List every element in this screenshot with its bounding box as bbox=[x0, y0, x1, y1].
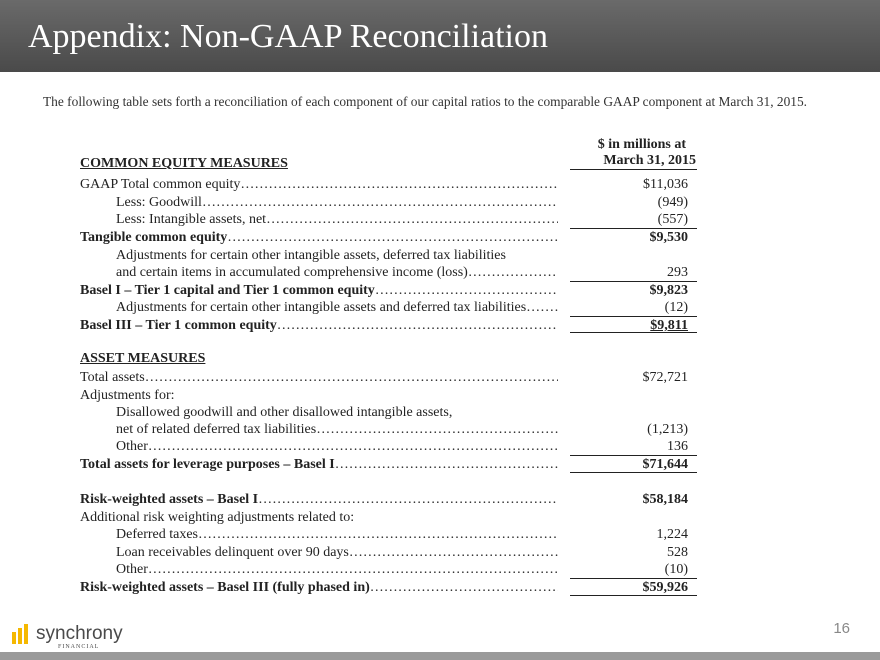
row-value: (10) bbox=[664, 562, 688, 577]
logo-subtext: FINANCIAL bbox=[58, 644, 100, 650]
total-rule bbox=[570, 595, 697, 596]
table-row bbox=[80, 526, 700, 544]
section-label: ASSET MEASURES bbox=[80, 351, 206, 366]
row-value: (949) bbox=[657, 195, 688, 210]
row-label: Adjustments for: bbox=[80, 388, 175, 403]
intro-paragraph: The following table sets forth a reconciliation of each component of our capital ratios to the comparable GAAP component at March 31, 2015. bbox=[43, 94, 808, 109]
row-value: $9,823 bbox=[649, 283, 688, 298]
page-title: Appendix: Non-GAAP Reconciliation bbox=[28, 18, 548, 55]
row-label: Disallowed goodwill and other disallowed intangible assets, bbox=[116, 405, 453, 420]
row-label: Adjustments for certain other intangible assets and deferred tax liabilities …………………………………………………………………………………………………………………………… bbox=[116, 299, 558, 317]
row-value: $72,721 bbox=[642, 370, 688, 385]
table-row bbox=[80, 387, 700, 405]
row-value: 136 bbox=[667, 439, 688, 454]
row-label: Additional risk weighting adjustments related to: bbox=[80, 510, 355, 525]
section-heading-asset bbox=[80, 350, 700, 368]
row-label: Risk-weighted assets – Basel I …………………………………………………………………………………………………………………………… bbox=[80, 491, 558, 509]
row-value: $11,036 bbox=[643, 177, 688, 192]
row-value: (1,213) bbox=[647, 422, 688, 437]
logo-text: synchrony bbox=[36, 623, 123, 644]
logo-bars-icon bbox=[12, 624, 30, 644]
row-label: Basel III – Tier 1 common equity …………………………………………………………………………………………………………………………… bbox=[80, 317, 558, 335]
synchrony-logo bbox=[12, 624, 123, 651]
row-label: Basel I – Tier 1 capital and Tier 1 common equity …………………………………………………………………………………………………………………………… bbox=[80, 282, 558, 300]
row-label: and certain items in accumulated comprehensive income (loss) …………………………………………………………………………………………………………………………… bbox=[116, 264, 558, 282]
table-row bbox=[80, 561, 700, 579]
table-row bbox=[80, 299, 700, 317]
row-label: Total assets for leverage purposes – Basel I …………………………………………………………………………………………………………………………… bbox=[80, 456, 558, 474]
table-row bbox=[80, 491, 700, 509]
table-row bbox=[80, 438, 700, 456]
row-label: Adjustments for certain other intangible assets, deferred tax liabilities bbox=[116, 248, 506, 263]
table-row bbox=[80, 404, 700, 422]
table-row bbox=[80, 211, 700, 229]
row-label: Loan receivables delinquent over 90 days …………………………………………………………………………………………………………………………… bbox=[116, 544, 558, 562]
column-header-date: March 31, 2015 bbox=[603, 153, 696, 168]
row-value: $58,184 bbox=[642, 492, 688, 507]
table-row bbox=[80, 194, 700, 212]
row-value: $9,811 bbox=[650, 318, 688, 333]
table-row bbox=[80, 264, 700, 282]
row-label: net of related deferred tax liabilities …………………………………………………………………………………………………………………………… bbox=[116, 421, 558, 439]
row-value: 528 bbox=[667, 545, 688, 560]
row-label: Less: Intangible assets, net …………………………………………………………………………………………………………………………… bbox=[116, 211, 558, 229]
row-value: $9,530 bbox=[649, 230, 688, 245]
row-label: Risk-weighted assets – Basel III (fully phased in) …………………………………………………………………………………………………………………………… bbox=[80, 579, 558, 597]
table-row bbox=[80, 509, 700, 527]
footer-bar bbox=[0, 652, 880, 660]
table-row bbox=[80, 544, 700, 562]
column-header-units: $ in millions at bbox=[597, 137, 686, 152]
row-value: (12) bbox=[664, 300, 688, 315]
row-label: Tangible common equity …………………………………………………………………………………………………………………………… bbox=[80, 229, 558, 247]
row-value: $59,926 bbox=[642, 580, 688, 595]
row-label: Less: Goodwill …………………………………………………………………………………………………………………………… bbox=[116, 194, 558, 212]
row-label: GAAP Total common equity …………………………………………………………………………………………………………………………… bbox=[80, 176, 558, 194]
section-label: COMMON EQUITY MEASURES bbox=[80, 156, 288, 171]
table-row bbox=[80, 247, 700, 265]
table-row bbox=[80, 176, 700, 194]
section-heading-common-equity bbox=[80, 155, 700, 173]
row-label: Other …………………………………………………………………………………………………………………………… bbox=[116, 561, 558, 579]
row-label: Deferred taxes …………………………………………………………………………………………………………………………… bbox=[116, 526, 558, 544]
row-value: 293 bbox=[667, 265, 688, 280]
page-number: 16 bbox=[833, 620, 850, 637]
table-row bbox=[80, 229, 700, 247]
table-row bbox=[80, 369, 700, 387]
row-value: (557) bbox=[657, 212, 688, 227]
row-label: Total assets …………………………………………………………………………………………………………………………… bbox=[80, 369, 558, 387]
total-rule bbox=[570, 472, 697, 473]
row-label: Other …………………………………………………………………………………………………………………………… bbox=[116, 438, 558, 456]
total-rule bbox=[570, 332, 697, 333]
table-row bbox=[80, 421, 700, 439]
row-value: 1,224 bbox=[656, 527, 688, 542]
title-bar bbox=[0, 0, 880, 72]
row-value: $71,644 bbox=[642, 457, 688, 472]
table-row bbox=[80, 282, 700, 300]
